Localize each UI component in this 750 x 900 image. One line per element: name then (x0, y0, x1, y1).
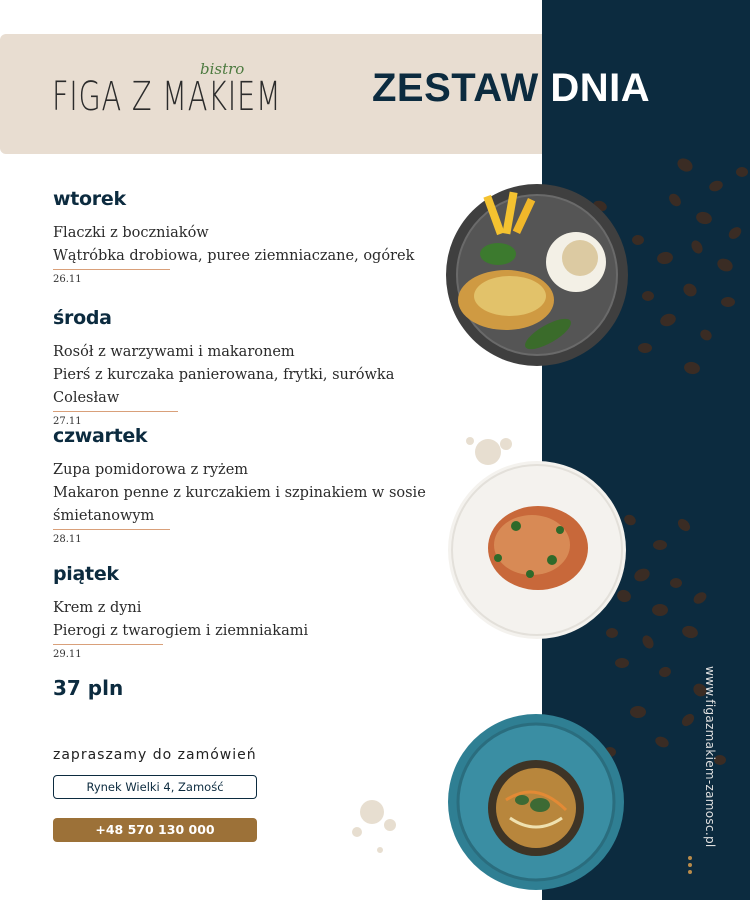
day-date: 27.11 (53, 416, 82, 427)
dish-item: Pierogi z twarogiem i ziemniakami (53, 623, 309, 639)
dish-photo-soup (448, 714, 624, 890)
price-label: 37 pln (53, 676, 124, 700)
logo-wordmark: FIGA Z MAKIEM (52, 74, 282, 120)
dish-item: Rosół z warzywami i makaronem (53, 344, 295, 360)
day-block-thursday (53, 425, 428, 545)
logo (52, 60, 282, 134)
title-word-2: DNIA (550, 66, 651, 110)
dish-item: Makaron penne z kurczakiem i szpinakiem w sosie śmietanowym (53, 485, 426, 524)
address-box: Rynek Wielki 4, Zamość (53, 775, 257, 799)
dish-item: Pierś z kurczaka panierowana, frytki, surówka Colesław (53, 367, 395, 406)
title-word-1: ZESTAW (372, 66, 539, 110)
day-name: czwartek (53, 425, 148, 447)
decorative-dots (688, 856, 692, 877)
day-name: wtorek (53, 188, 126, 210)
divider (53, 269, 170, 270)
dish-item: Zupa pomidorowa z ryżem (53, 462, 249, 478)
dish-item: Krem z dyni (53, 600, 142, 616)
dish-photo-pasta (448, 461, 626, 639)
day-date: 26.11 (53, 274, 82, 285)
day-name: piątek (53, 563, 119, 585)
day-date: 28.11 (53, 534, 82, 545)
logo-bistro-script: bistro (200, 60, 245, 78)
dish-photo-chicken (446, 184, 628, 366)
website-link[interactable]: www.figazmakiem-zamosc.pl (703, 666, 717, 848)
dish-item: Flaczki z boczniaków (53, 225, 209, 241)
dish-item: Wątróbka drobiowa, puree ziemniaczane, ogórek (53, 248, 415, 264)
divider (53, 529, 170, 530)
divider (53, 644, 163, 645)
day-block-wednesday (53, 307, 453, 427)
day-block-tuesday (53, 188, 453, 285)
day-date: 29.11 (53, 649, 82, 660)
phone-button[interactable]: +48 570 130 000 (53, 818, 257, 842)
day-block-friday (53, 563, 453, 660)
day-name: środa (53, 307, 112, 329)
invite-text: zapraszamy do zamówień (53, 747, 257, 763)
page-title (372, 66, 650, 111)
divider (53, 411, 178, 412)
